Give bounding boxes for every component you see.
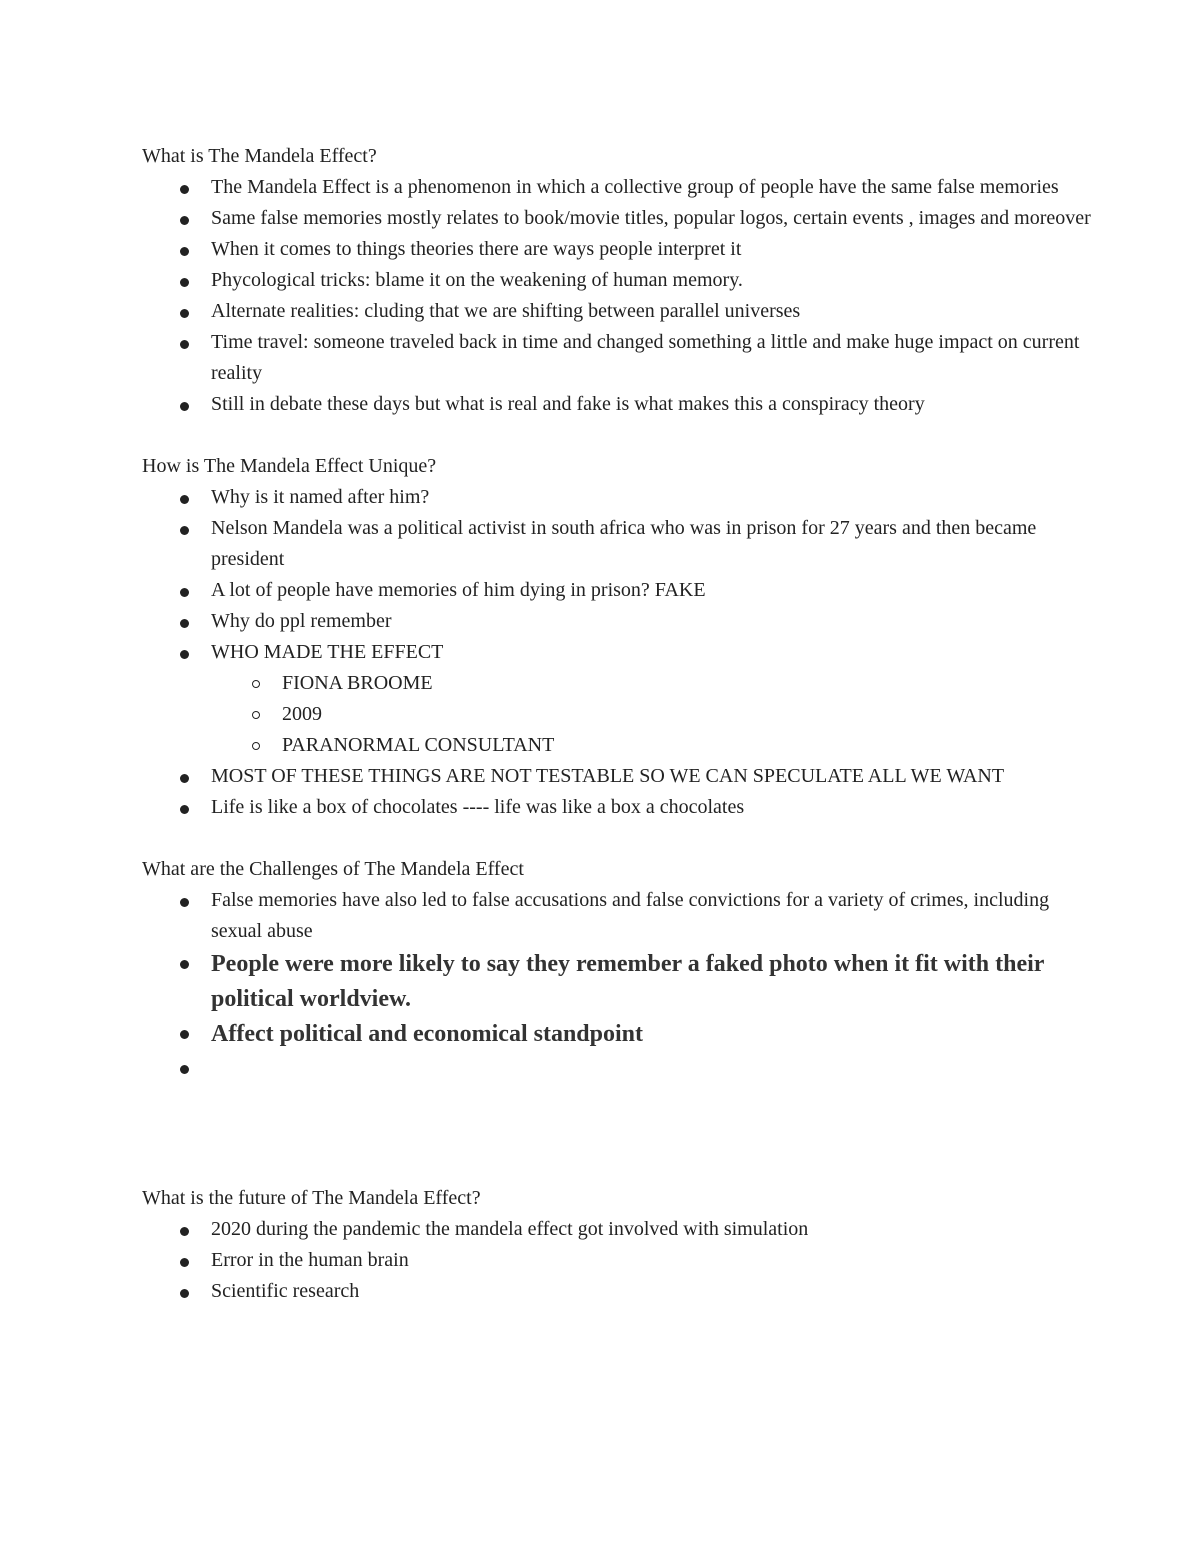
- section-future: [142, 1183, 1102, 1307]
- list-item-text: False memories have also led to false accusations and false convictions for a variety of crimes, including sexual abuse: [211, 889, 1050, 942]
- list-item-text: Nelson Mandela was a political activist in south africa who was in prison for 27 years and then became president: [211, 517, 1037, 570]
- bullet-icon: [180, 216, 189, 225]
- bullet-icon: [180, 402, 189, 411]
- section-what-is: [142, 141, 1102, 420]
- sub-list-item-text: FIONA BROOME: [282, 672, 433, 694]
- bullet-icon: [180, 309, 189, 318]
- list-item: [211, 203, 1102, 234]
- bullet-icon: [180, 526, 189, 535]
- list-item: [211, 606, 1102, 637]
- list-item-text: A lot of people have memories of him dying in prison? FAKE: [211, 579, 706, 601]
- list-item: [211, 327, 1102, 389]
- list-item: [211, 637, 1102, 761]
- section-heading: What is The Mandela Effect?: [142, 145, 377, 167]
- bullet-icon: [180, 247, 189, 256]
- list-item: [211, 792, 1102, 823]
- list-item-text: Why do ppl remember: [211, 610, 392, 632]
- paragraph-spacer: [142, 420, 1102, 451]
- bullet-icon: [180, 1065, 189, 1074]
- list-item: [211, 575, 1102, 606]
- bullet-icon: [180, 278, 189, 287]
- list-item-text: Alternate realities: cluding that we are shifting between parallel universes: [211, 300, 801, 322]
- list-item-empty: [211, 1052, 1102, 1087]
- list-item-text: When it comes to things theories there are ways people interpret it: [211, 238, 742, 260]
- list-item: [211, 513, 1102, 575]
- list-item-text: WHO MADE THE EFFECT: [211, 641, 444, 663]
- list-item: [211, 1245, 1102, 1276]
- bullet-icon: [180, 185, 189, 194]
- bullet-icon: [180, 650, 189, 659]
- list-item: [211, 234, 1102, 265]
- bullet-list: [142, 1214, 1102, 1307]
- list-item: [211, 172, 1102, 203]
- bullet-icon: [180, 774, 189, 783]
- section-unique: [142, 451, 1102, 823]
- paragraph-spacer: [142, 1087, 1102, 1183]
- list-item: [211, 389, 1102, 420]
- list-item: [211, 482, 1102, 513]
- list-item-text: Life is like a box of chocolates ---- life was like a box a chocolates: [211, 796, 745, 818]
- bullet-icon: [180, 898, 189, 907]
- list-item: [211, 1214, 1102, 1245]
- bullet-list: [142, 172, 1102, 420]
- bullet-icon: [180, 619, 189, 628]
- list-item-text: Time travel: someone traveled back in time and changed something a little and make huge impact on current reality: [211, 331, 1080, 384]
- sub-list-item-text: PARANORMAL CONSULTANT: [282, 734, 555, 756]
- bullet-icon: [180, 805, 189, 814]
- sub-bullet-list: [211, 668, 1102, 761]
- bullet-icon: [180, 495, 189, 504]
- list-item-text: Phycological tricks: blame it on the weakening of human memory.: [211, 269, 743, 291]
- list-item: [211, 761, 1102, 792]
- bullet-list: [142, 482, 1102, 823]
- bullet-icon: [180, 588, 189, 597]
- sub-list-item: [282, 699, 1102, 730]
- bullet-icon: [180, 1227, 189, 1236]
- bullet-icon: [180, 1258, 189, 1267]
- list-item-text: MOST OF THESE THINGS ARE NOT TESTABLE SO WE CAN SPECULATE ALL WE WANT: [211, 765, 1005, 787]
- list-item-text: Why is it named after him?: [211, 486, 430, 508]
- bullet-icon: [180, 340, 189, 349]
- paragraph-spacer: [142, 823, 1102, 854]
- bullet-icon: [180, 1289, 189, 1298]
- list-item: [211, 265, 1102, 296]
- list-item-text: People were more likely to say they remember a faked photo when it fit with their political worldview.: [211, 951, 1044, 1012]
- list-item: [211, 296, 1102, 327]
- document-body: [142, 141, 1102, 1307]
- list-item-text: Scientific research: [211, 1280, 360, 1302]
- circle-bullet-icon: [252, 742, 260, 750]
- list-item-bold: [211, 947, 1102, 1017]
- list-item-text: The Mandela Effect is a phenomenon in which a collective group of people have the same false memories: [211, 176, 1059, 198]
- list-item-text: 2020 during the pandemic the mandela effect got involved with simulation: [211, 1218, 809, 1240]
- section-heading: What are the Challenges of The Mandela Effect: [142, 858, 524, 880]
- sub-list-item: [282, 668, 1102, 699]
- list-item: [211, 1276, 1102, 1307]
- list-item-text: Affect political and economical standpoint: [211, 1021, 643, 1047]
- section-heading: How is The Mandela Effect Unique?: [142, 455, 437, 477]
- bullet-icon: [180, 1030, 189, 1039]
- list-item-text: Still in debate these days but what is real and fake is what makes this a conspiracy theory: [211, 393, 925, 415]
- list-item-bold: [211, 1017, 1102, 1052]
- list-item-text: Error in the human brain: [211, 1249, 409, 1271]
- sub-list-item-text: 2009: [282, 703, 322, 725]
- circle-bullet-icon: [252, 711, 260, 719]
- list-item-text: Same false memories mostly relates to book/movie titles, popular logos, certain events , images and moreover: [211, 207, 1091, 229]
- circle-bullet-icon: [252, 680, 260, 688]
- section-heading: What is the future of The Mandela Effect?: [142, 1187, 481, 1209]
- bullet-icon: [180, 960, 189, 969]
- sub-list-item: [282, 730, 1102, 761]
- bullet-list: [142, 885, 1102, 1087]
- section-challenges: [142, 854, 1102, 1087]
- list-item: [211, 885, 1102, 947]
